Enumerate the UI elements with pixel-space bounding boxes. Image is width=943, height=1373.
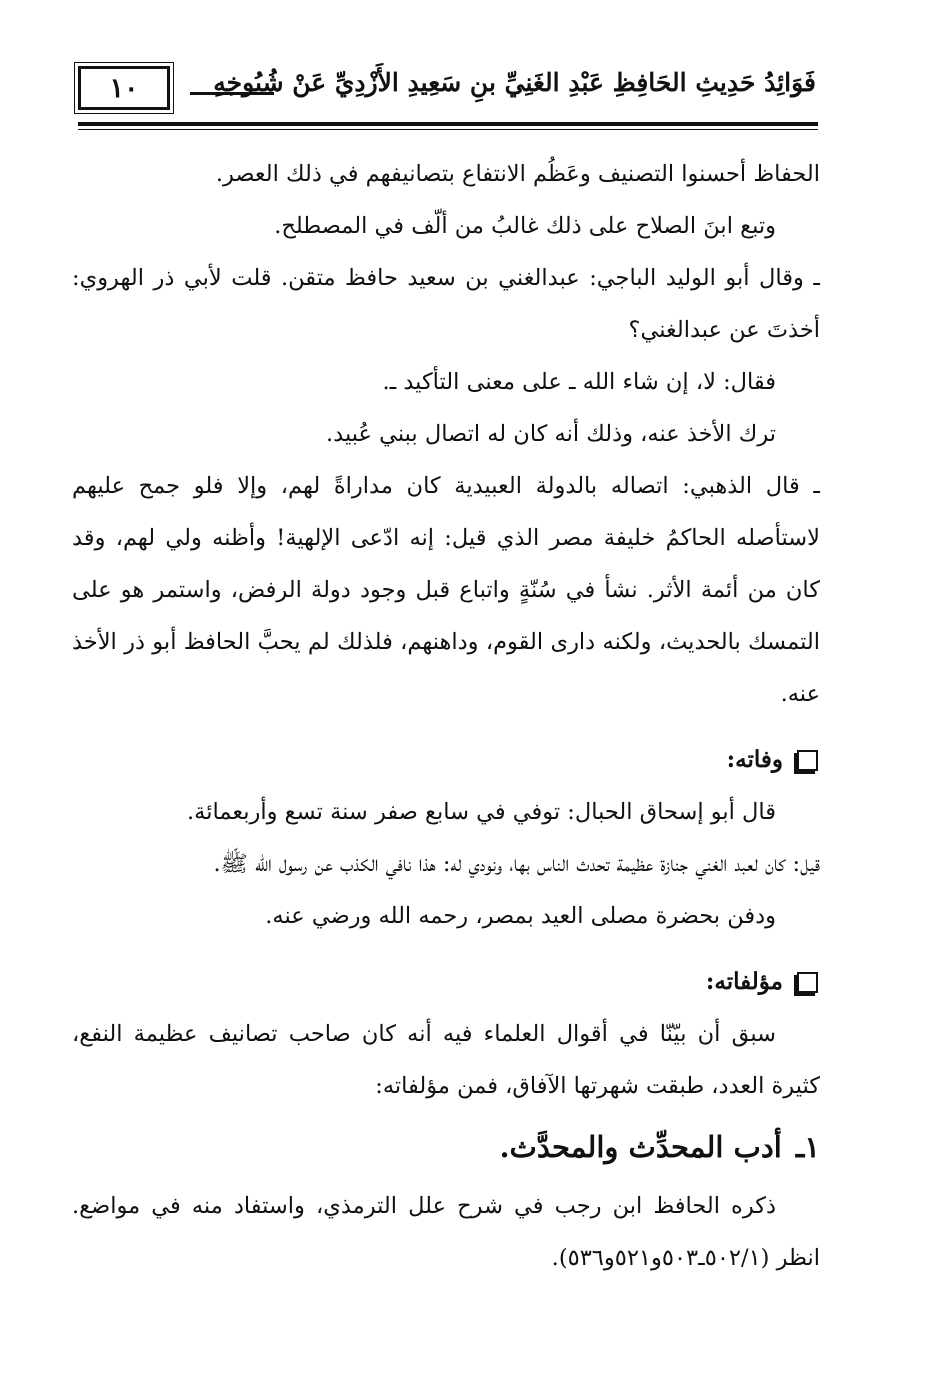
paragraph: ذكره الحافظ ابن رجب في شرح علل الترمذي، واستفاد منه في مواضع. انظر (٥٠٢/١ـ٥٠٣و٥٢١و٥٣٦). <box>72 1193 820 1271</box>
paragraph: فقال: لا، إن شاء الله ـ على معنى التأكيد ـ. <box>382 369 776 395</box>
paragraph: قال أبو إسحاق الحبال: توفي في سابع صفر سنة تسع وأربعمائة. <box>187 799 776 825</box>
section-heading-works <box>72 956 820 1008</box>
paragraph: ترك الأخذ عنه، وذلك أنه كان له اتصال ببني عُبيد. <box>325 421 776 447</box>
header-rule-thin <box>78 129 818 130</box>
paragraph: ـ قال الذهبي: اتصاله بالدولة العبيدية كان مداراةً لهم، وإلا فلو جمح عليهم لاستأصله الحاكمُ خليفة مصر الذي قيل: إنه ادّعى الإلهية! وأظنه ولي لهم، وقد كان من أئمة الأثر. نشأ في سُنّةٍ واتباع قبل وجود دولة الرفض، واستمر هو على التمسك بالحديث، ولكنه دارى القوم، وداهنهم، فلذلك لم يحبَّ الحافظ أبو ذر الأخذ عنه. <box>72 473 820 707</box>
section-heading-death <box>72 734 820 786</box>
paragraph: ـ وقال أبو الوليد الباجي: عبدالغني بن سعيد حافظ متقن. قلت لأبي ذر الهروي: أخذتَ عن عبدالغني؟ <box>72 265 820 343</box>
paragraph: قيل: كان لعبد الغني جنازة عظيمة تحدث الناس بها، ونودي له: هذا نافي الكذب عن رسول الله ﷺ. <box>213 851 820 877</box>
section-heading-label: مؤلفاته: <box>705 968 783 995</box>
square-bullet-icon <box>797 972 818 993</box>
page-number: ١٠ <box>78 66 170 110</box>
square-bullet-icon <box>797 750 818 771</box>
running-header <box>78 60 816 122</box>
main-text <box>72 148 820 1284</box>
work-number: ١ـ <box>795 1130 820 1164</box>
paragraph: ودفن بحضرة مصلى العيد بمصر، رحمه الله ورضي عنه. <box>265 903 776 929</box>
paragraph: سبق أن بيّنّا في أقوال العلماء فيه أنه كان صاحب تصانيف عظيمة النفع، كثيرة العدد، طبقت شهرتها الآفاق، فمن مؤلفاته: <box>72 1021 820 1099</box>
work-title <box>72 1118 820 1176</box>
running-title: فَوَائِدُ حَدِيثِ الحَافِظِ عَبْدِ الغَنِيِّ بنِ سَعِيدِ الأَزْدِيِّ عَنْ شُيُوخِهِ <box>213 68 816 97</box>
section-heading-label: وفاته: <box>726 746 783 773</box>
paragraph: وتبع ابنَ الصلاح على ذلك غالبُ من ألّف في المصطلح. <box>274 213 776 239</box>
paragraph: الحفاظ أحسنوا التصنيف وعَظُم الانتفاع بتصانيفهم في ذلك العصر. <box>215 161 820 187</box>
header-rule-thick <box>78 122 818 126</box>
work-title-text: أدب المحدِّث والمحدَّث. <box>499 1130 782 1164</box>
